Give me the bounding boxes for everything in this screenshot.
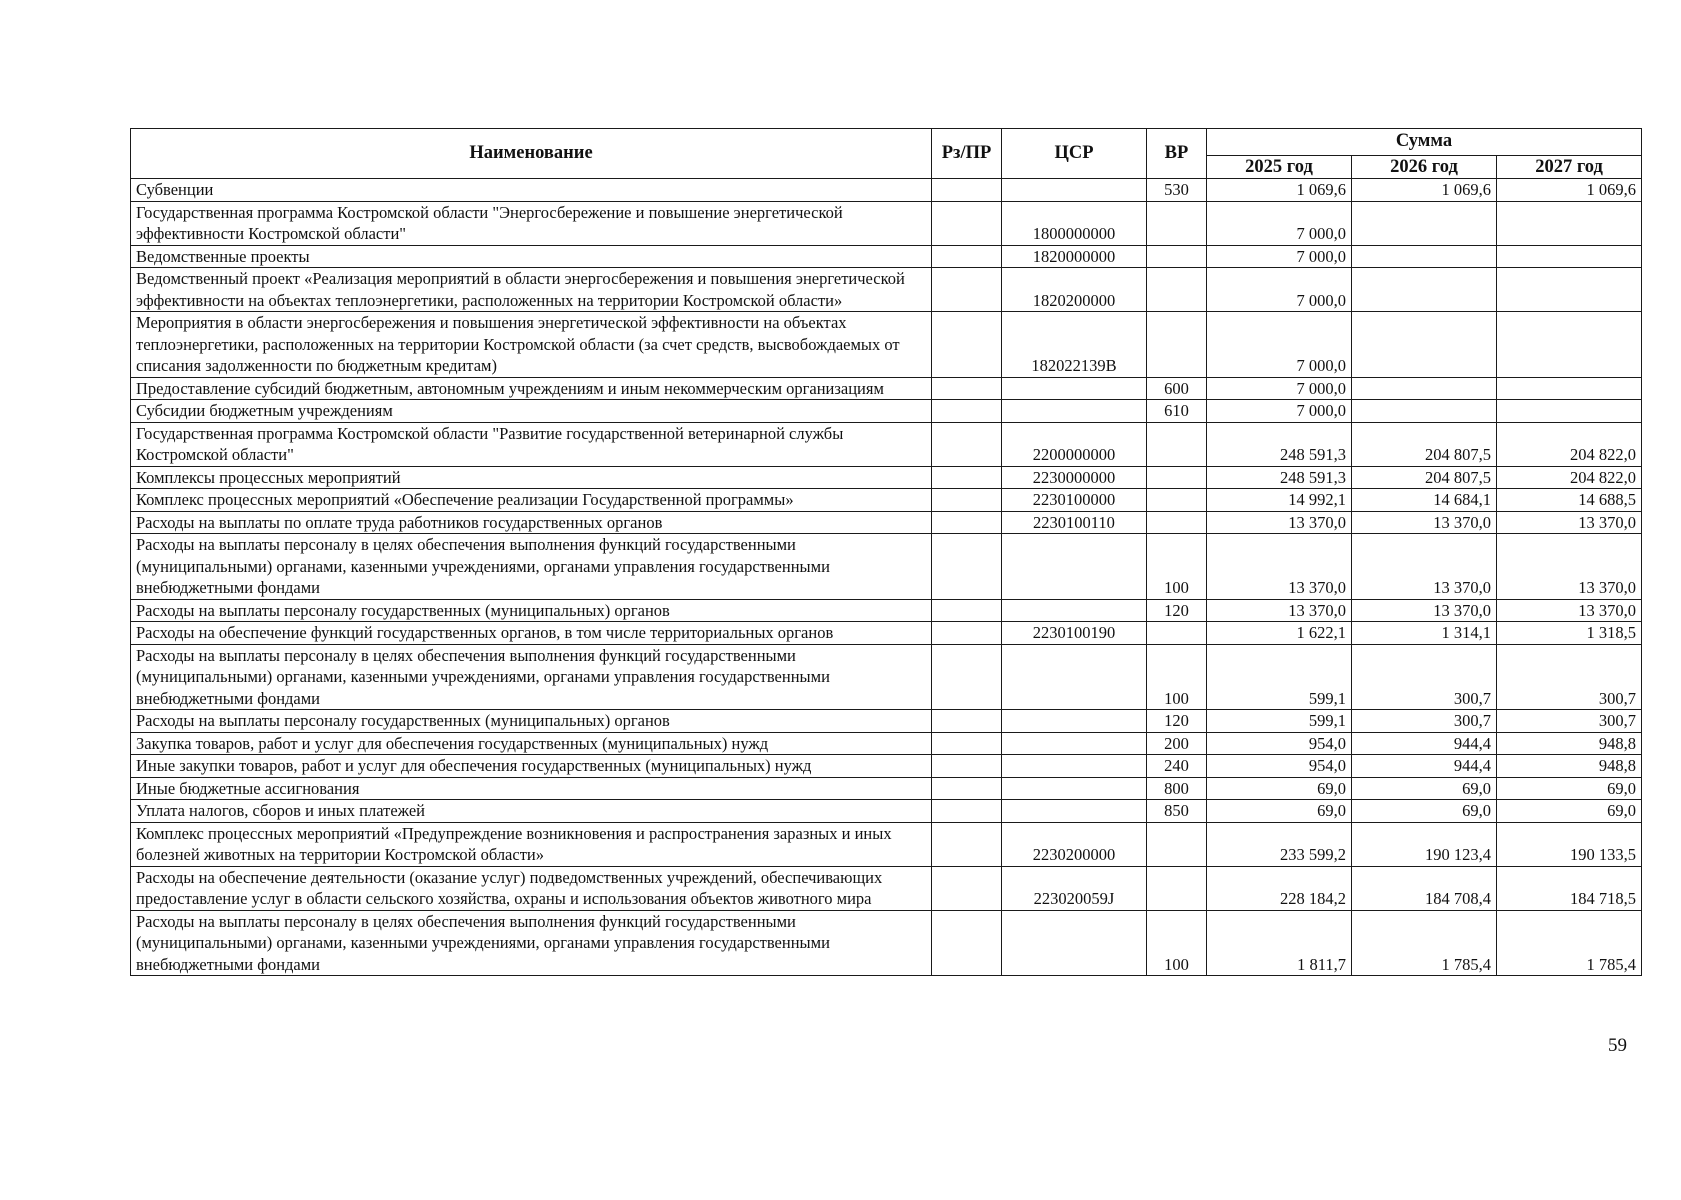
row-rz xyxy=(932,644,1002,710)
header-name: Наименование xyxy=(131,129,932,179)
table-row xyxy=(131,201,1642,245)
row-csr xyxy=(1002,377,1147,400)
row-vr xyxy=(1147,866,1207,910)
row-name: Расходы на выплаты персоналу в целях обеспечения выполнения функций государственными (муниципальными) органами, казенными учреждениями, органами управления государственными внебюджетными фондами xyxy=(131,644,932,710)
row-csr xyxy=(1002,777,1147,800)
row-csr xyxy=(1002,534,1147,600)
row-vr xyxy=(1147,489,1207,512)
row-2026: 1 785,4 xyxy=(1352,910,1497,976)
table-row xyxy=(131,800,1642,823)
row-vr: 610 xyxy=(1147,400,1207,423)
row-rz xyxy=(932,201,1002,245)
row-2025: 248 591,3 xyxy=(1207,466,1352,489)
row-2027: 300,7 xyxy=(1497,710,1642,733)
row-2027: 13 370,0 xyxy=(1497,511,1642,534)
row-vr: 100 xyxy=(1147,910,1207,976)
row-rz xyxy=(932,466,1002,489)
table-row xyxy=(131,312,1642,378)
row-csr: 2230000000 xyxy=(1002,466,1147,489)
row-vr: 120 xyxy=(1147,710,1207,733)
table-row xyxy=(131,644,1642,710)
row-2026: 944,4 xyxy=(1352,732,1497,755)
row-2025: 954,0 xyxy=(1207,755,1352,778)
row-2025: 7 000,0 xyxy=(1207,245,1352,268)
table-row xyxy=(131,866,1642,910)
row-rz xyxy=(932,910,1002,976)
table-header xyxy=(131,129,1642,179)
table-body xyxy=(131,179,1642,976)
row-2027: 1 069,6 xyxy=(1497,179,1642,202)
row-csr: 1800000000 xyxy=(1002,201,1147,245)
row-2026: 69,0 xyxy=(1352,800,1497,823)
row-name: Расходы на обеспечение функций государственных органов, в том числе территориальных органов xyxy=(131,622,932,645)
row-2025: 1 622,1 xyxy=(1207,622,1352,645)
table-row xyxy=(131,777,1642,800)
row-csr xyxy=(1002,732,1147,755)
row-2027 xyxy=(1497,245,1642,268)
row-2025: 1 069,6 xyxy=(1207,179,1352,202)
row-rz xyxy=(932,710,1002,733)
row-name: Иные закупки товаров, работ и услуг для обеспечения государственных (муниципальных) нужд xyxy=(131,755,932,778)
row-csr xyxy=(1002,179,1147,202)
row-csr: 223020059J xyxy=(1002,866,1147,910)
row-rz xyxy=(932,866,1002,910)
row-2027 xyxy=(1497,377,1642,400)
row-2026: 300,7 xyxy=(1352,710,1497,733)
row-2026: 13 370,0 xyxy=(1352,534,1497,600)
row-2025: 599,1 xyxy=(1207,644,1352,710)
page-number: 59 xyxy=(1608,1035,1627,1056)
row-2025: 13 370,0 xyxy=(1207,599,1352,622)
row-2025: 7 000,0 xyxy=(1207,201,1352,245)
table-row xyxy=(131,179,1642,202)
row-rz xyxy=(932,534,1002,600)
row-name: Комплекс процессных мероприятий «Предупреждение возникновения и распространения заразных и иных болезней животных на территории Костромской области» xyxy=(131,822,932,866)
row-2025: 599,1 xyxy=(1207,710,1352,733)
row-name: Расходы на выплаты персоналу государственных (муниципальных) органов xyxy=(131,710,932,733)
row-rz xyxy=(932,599,1002,622)
table-row xyxy=(131,622,1642,645)
row-2025: 248 591,3 xyxy=(1207,422,1352,466)
row-csr xyxy=(1002,710,1147,733)
row-2026: 300,7 xyxy=(1352,644,1497,710)
row-2025: 69,0 xyxy=(1207,800,1352,823)
row-csr xyxy=(1002,910,1147,976)
row-2027 xyxy=(1497,312,1642,378)
row-vr: 600 xyxy=(1147,377,1207,400)
row-rz xyxy=(932,489,1002,512)
row-2027: 190 133,5 xyxy=(1497,822,1642,866)
row-rz xyxy=(932,422,1002,466)
row-rz xyxy=(932,822,1002,866)
row-name: Уплата налогов, сборов и иных платежей xyxy=(131,800,932,823)
row-2026: 13 370,0 xyxy=(1352,599,1497,622)
row-2027: 948,8 xyxy=(1497,732,1642,755)
row-2026: 204 807,5 xyxy=(1352,422,1497,466)
header-sum: Сумма xyxy=(1207,129,1642,156)
table-row xyxy=(131,910,1642,976)
row-2027: 300,7 xyxy=(1497,644,1642,710)
header-2026: 2026 год xyxy=(1352,156,1497,179)
row-2027 xyxy=(1497,268,1642,312)
row-rz xyxy=(932,777,1002,800)
row-2027 xyxy=(1497,201,1642,245)
row-rz xyxy=(932,400,1002,423)
row-csr xyxy=(1002,800,1147,823)
row-name: Расходы на выплаты персоналу в целях обеспечения выполнения функций государственными (муниципальными) органами, казенными учреждениями, органами управления государственными внебюджетными фондами xyxy=(131,910,932,976)
row-rz xyxy=(932,179,1002,202)
table-row xyxy=(131,822,1642,866)
row-vr xyxy=(1147,822,1207,866)
row-name: Расходы на выплаты персоналу в целях обеспечения выполнения функций государственными (муниципальными) органами, казенными учреждениями, органами управления государственными внебюджетными фондами xyxy=(131,534,932,600)
row-2027: 948,8 xyxy=(1497,755,1642,778)
row-2026 xyxy=(1352,400,1497,423)
row-2026 xyxy=(1352,268,1497,312)
row-2027: 69,0 xyxy=(1497,800,1642,823)
row-rz xyxy=(932,800,1002,823)
row-name: Субвенции xyxy=(131,179,932,202)
header-2025: 2025 год xyxy=(1207,156,1352,179)
row-2026: 204 807,5 xyxy=(1352,466,1497,489)
row-name: Ведомственные проекты xyxy=(131,245,932,268)
table-row xyxy=(131,422,1642,466)
row-name: Расходы на обеспечение деятельности (оказание услуг) подведомственных учреждений, обеспечивающих предоставление услуг в области сельского хозяйства, охраны и использования объектов животного мира xyxy=(131,866,932,910)
row-csr: 1820200000 xyxy=(1002,268,1147,312)
table-row xyxy=(131,489,1642,512)
row-2026: 1 069,6 xyxy=(1352,179,1497,202)
row-rz xyxy=(932,245,1002,268)
header-vr: ВР xyxy=(1147,129,1207,179)
row-2026: 69,0 xyxy=(1352,777,1497,800)
row-2027: 184 718,5 xyxy=(1497,866,1642,910)
table-row xyxy=(131,732,1642,755)
row-vr: 240 xyxy=(1147,755,1207,778)
row-2026: 13 370,0 xyxy=(1352,511,1497,534)
row-csr xyxy=(1002,755,1147,778)
row-2027: 13 370,0 xyxy=(1497,534,1642,600)
table-row xyxy=(131,400,1642,423)
row-2026: 190 123,4 xyxy=(1352,822,1497,866)
table-row xyxy=(131,268,1642,312)
row-csr xyxy=(1002,599,1147,622)
row-2027: 13 370,0 xyxy=(1497,599,1642,622)
row-2025: 228 184,2 xyxy=(1207,866,1352,910)
budget-table xyxy=(130,128,1642,976)
row-rz xyxy=(932,755,1002,778)
row-csr: 2230100110 xyxy=(1002,511,1147,534)
row-2027: 1 785,4 xyxy=(1497,910,1642,976)
row-name: Комплексы процессных мероприятий xyxy=(131,466,932,489)
table-row xyxy=(131,534,1642,600)
row-rz xyxy=(932,268,1002,312)
row-rz xyxy=(932,377,1002,400)
row-2025: 7 000,0 xyxy=(1207,312,1352,378)
row-csr: 2230200000 xyxy=(1002,822,1147,866)
header-rz: Рз/ПР xyxy=(932,129,1002,179)
table-row xyxy=(131,511,1642,534)
row-csr: 2230100000 xyxy=(1002,489,1147,512)
row-2027: 1 318,5 xyxy=(1497,622,1642,645)
row-name: Расходы на выплаты по оплате труда работников государственных органов xyxy=(131,511,932,534)
row-name: Государственная программа Костромской области "Энергосбережение и повышение энергетической эффективности Костромской области" xyxy=(131,201,932,245)
row-2025: 233 599,2 xyxy=(1207,822,1352,866)
row-vr: 120 xyxy=(1147,599,1207,622)
row-vr xyxy=(1147,511,1207,534)
row-name: Предоставление субсидий бюджетным, автономным учреждениям и иным некоммерческим организациям xyxy=(131,377,932,400)
row-2026 xyxy=(1352,312,1497,378)
row-2025: 7 000,0 xyxy=(1207,268,1352,312)
table-row xyxy=(131,245,1642,268)
row-2026 xyxy=(1352,201,1497,245)
row-2026 xyxy=(1352,377,1497,400)
row-2027: 204 822,0 xyxy=(1497,422,1642,466)
row-2027: 204 822,0 xyxy=(1497,466,1642,489)
row-2025: 69,0 xyxy=(1207,777,1352,800)
row-2025: 7 000,0 xyxy=(1207,377,1352,400)
table-row xyxy=(131,466,1642,489)
row-name: Ведомственный проект «Реализация мероприятий в области энергосбережения и повышения энергетической эффективности на объектах теплоэнергетики, расположенных на территории Костромской области» xyxy=(131,268,932,312)
row-csr xyxy=(1002,400,1147,423)
row-csr: 2230100190 xyxy=(1002,622,1147,645)
row-vr xyxy=(1147,268,1207,312)
row-2026: 184 708,4 xyxy=(1352,866,1497,910)
row-2025: 1 811,7 xyxy=(1207,910,1352,976)
row-vr xyxy=(1147,466,1207,489)
row-rz xyxy=(932,312,1002,378)
row-rz xyxy=(932,622,1002,645)
row-vr: 850 xyxy=(1147,800,1207,823)
header-csr: ЦСР xyxy=(1002,129,1147,179)
row-vr: 800 xyxy=(1147,777,1207,800)
row-vr xyxy=(1147,201,1207,245)
table-row xyxy=(131,755,1642,778)
row-vr: 530 xyxy=(1147,179,1207,202)
row-2025: 14 992,1 xyxy=(1207,489,1352,512)
row-2025: 7 000,0 xyxy=(1207,400,1352,423)
row-vr: 200 xyxy=(1147,732,1207,755)
budget-sheet xyxy=(130,128,1642,976)
row-name: Расходы на выплаты персоналу государственных (муниципальных) органов xyxy=(131,599,932,622)
row-name: Комплекс процессных мероприятий «Обеспечение реализации Государственной программы» xyxy=(131,489,932,512)
row-2025: 13 370,0 xyxy=(1207,511,1352,534)
row-vr xyxy=(1147,245,1207,268)
row-name: Иные бюджетные ассигнования xyxy=(131,777,932,800)
row-rz xyxy=(932,732,1002,755)
row-csr: 2200000000 xyxy=(1002,422,1147,466)
row-vr: 100 xyxy=(1147,644,1207,710)
row-vr xyxy=(1147,422,1207,466)
row-2025: 954,0 xyxy=(1207,732,1352,755)
row-name: Субсидии бюджетным учреждениям xyxy=(131,400,932,423)
row-2026: 14 684,1 xyxy=(1352,489,1497,512)
row-2027: 69,0 xyxy=(1497,777,1642,800)
row-2025: 13 370,0 xyxy=(1207,534,1352,600)
row-csr xyxy=(1002,644,1147,710)
row-name: Мероприятия в области энергосбережения и повышения энергетической эффективности на объектах теплоэнергетики, расположенных на территории Костромской области (за счет средств, высвобождаемых от списания задолженности по бюджетным кредитам) xyxy=(131,312,932,378)
row-csr: 1820000000 xyxy=(1002,245,1147,268)
table-row xyxy=(131,599,1642,622)
row-2027 xyxy=(1497,400,1642,423)
row-2026: 944,4 xyxy=(1352,755,1497,778)
row-2026: 1 314,1 xyxy=(1352,622,1497,645)
row-name: Закупка товаров, работ и услуг для обеспечения государственных (муниципальных) нужд xyxy=(131,732,932,755)
row-vr xyxy=(1147,622,1207,645)
table-row xyxy=(131,377,1642,400)
row-vr: 100 xyxy=(1147,534,1207,600)
row-csr: 182022139В xyxy=(1002,312,1147,378)
row-vr xyxy=(1147,312,1207,378)
row-name: Государственная программа Костромской области "Развитие государственной ветеринарной службы Костромской области" xyxy=(131,422,932,466)
row-rz xyxy=(932,511,1002,534)
header-2027: 2027 год xyxy=(1497,156,1642,179)
row-2026 xyxy=(1352,245,1497,268)
table-row xyxy=(131,710,1642,733)
row-2027: 14 688,5 xyxy=(1497,489,1642,512)
